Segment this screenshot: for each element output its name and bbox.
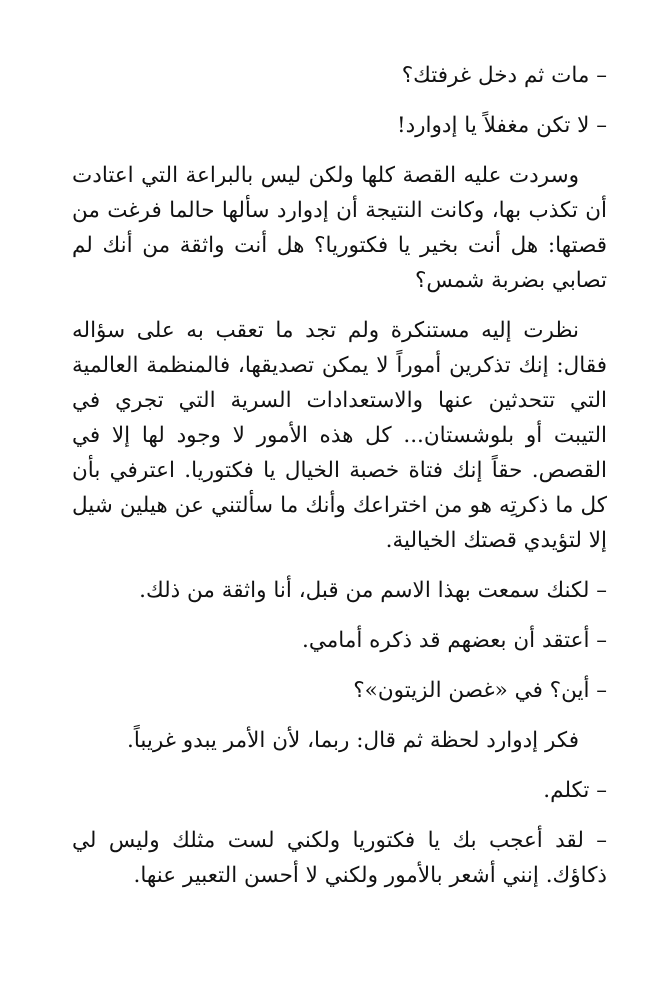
dialog-line: – أعتقد أن بعضهم قد ذكره أمامي. [302,628,607,653]
dialog-line: – لكنك سمعت بهذا الاسم من قبل، أنا واثقة من ذلك. [139,578,607,603]
body-paragraph: وسردت عليه القصة كلها ولكن ليس بالبراعة التي اعتادت أن تكذب بها، وكانت النتيجة أن إدوارد سألها حالما فرغت من قصتها: هل أنت بخير يا فكتوريا؟ هل أنت واثقة من أنك لم تصابي بضربة شمس؟ [72,163,607,293]
dialog-line: – تكلم. [543,778,607,803]
body-paragraph: نظرت إليه مستنكرة ولم تجد ما تعقب به على سؤاله فقال: إنك تذكرين أموراً لا يمكن تصديقها، فالمنظمة العالمية التي تتحدثين عنها والاستعدادات السرية التي تجري في التيبت أو بلوشستان... كل هذه الأمور لا وجود لها إلا في القصص. حقاً إنك فتاة خصبة الخيال يا فكتوريا. اعترفي بأن كل ما ذكرتِه هو من اختراعك وأنك ما سألتني عن هيلين شيل إلا لتؤيدي قصتك الخيالية. [72,318,607,553]
body-paragraph: فكر إدوارد لحظة ثم قال: ربما، لأن الأمر يبدو غريباً. [126,728,579,753]
dialog-line: – مات ثم دخل غرفتك؟ [401,63,607,88]
dialog-line: – لقد أعجب بك يا فكتوريا ولكني لست مثلك وليس لي ذكاؤك. إنني أشعر بالأمور ولكني لا أحسن التعبير عنها. [72,828,607,888]
dialog-line: – لا تكن مغفلاً يا إدوارد! [396,113,607,138]
dialog-line: – أين؟ في «غصن الزيتون»؟ [353,678,607,703]
